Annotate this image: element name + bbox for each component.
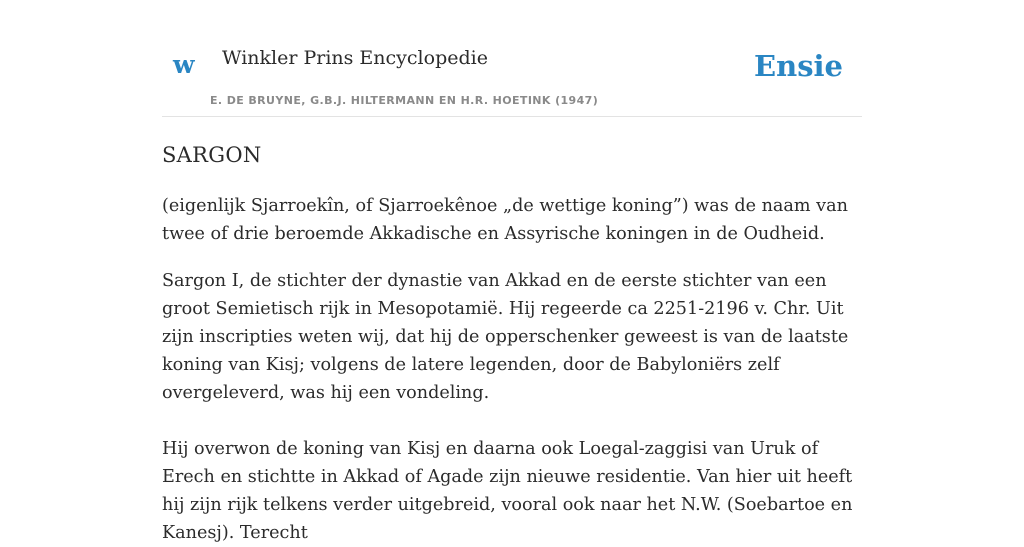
source-title[interactable]: Winkler Prins Encyclopedie [222, 47, 488, 69]
article-heading: SARGON [162, 143, 262, 167]
winkler-prins-logo-icon[interactable]: w [173, 50, 195, 79]
article-paragraph-3: Hij overwon de koning van Kisj en daarna ook Loegal-zaggisi van Uruk of Erech en stichtte in Akkad of Agade zijn nieuwe residentie. Van hier uit heeft hij zijn rijk telkens verder uitgebreid, vooral ook naar het N.W. (Soebartoe en Kanesj). Terecht [162, 439, 853, 543]
page [162, 0, 862, 543]
source-authors: E. DE BRUYNE, G.B.J. HILTERMANN EN H.R. HOETINK (1947) [210, 94, 599, 107]
ensie-logo[interactable]: Ensie [754, 49, 843, 83]
article-paragraph-1: (eigenlijk Sjarroekîn, of Sjarroekênoe „de wettige koning”) was de naam van twee of drie beroemde Akkadische en Assyrische koningen in de Oudheid. [162, 196, 848, 244]
article-paragraph-2: Sargon I, de stichter der dynastie van Akkad en de eerste stichter van een groot Semietisch rijk in Mesopotamië. Hij regeerde ca 2251-2196 v. Chr. Uit zijn inscripties weten wij, dat hij de opperschenker geweest is van de laatste koning van Kisj; volgens de latere legenden, door de Babyloniërs zelf overgeleverd, was hij een vondeling. [162, 271, 849, 403]
header [162, 0, 862, 117]
